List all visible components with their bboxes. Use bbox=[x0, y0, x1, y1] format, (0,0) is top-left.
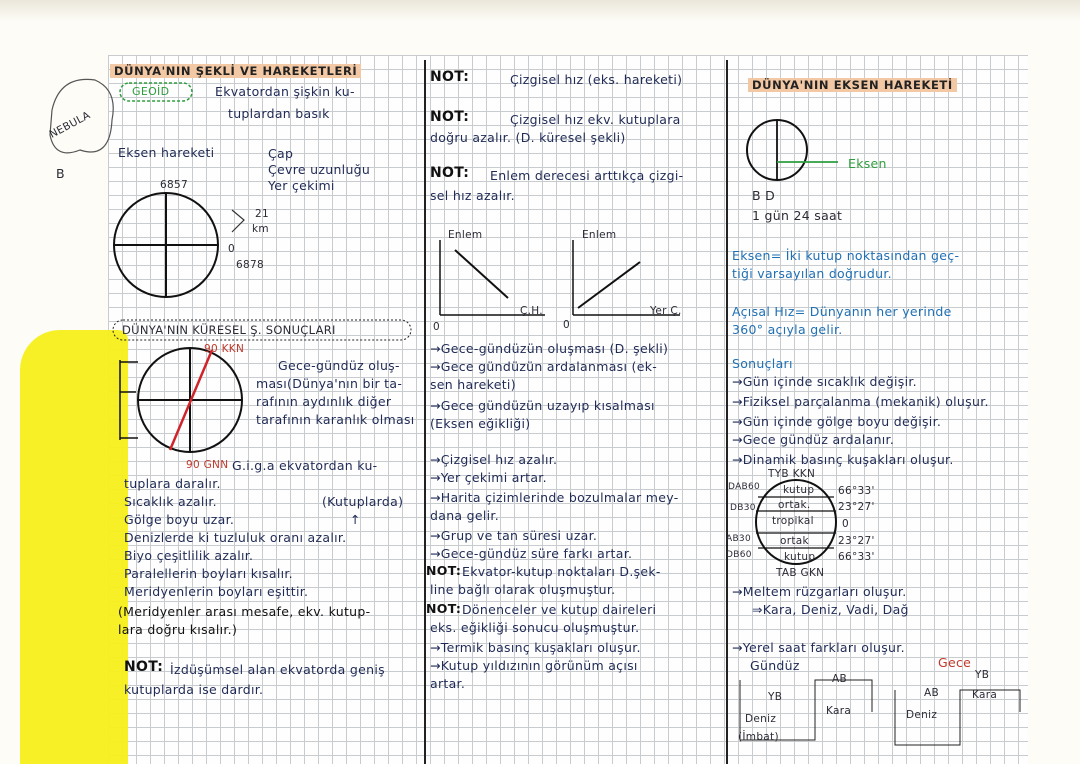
note-3b: sel hız azalır. bbox=[430, 188, 515, 203]
gece-line-1: Gece-gündüz oluş- bbox=[278, 358, 400, 373]
saat-line: →Yerel saat farkları oluşur. bbox=[732, 640, 905, 655]
zero-label: 0 bbox=[228, 243, 235, 255]
eksen-label: Eksen hareketi bbox=[118, 145, 215, 160]
geoid-desc-2: tuplardan basık bbox=[228, 106, 330, 121]
line-b5: →Grup ve tan süresi uzar. bbox=[430, 528, 598, 543]
kara-1: Kara bbox=[826, 705, 852, 717]
note-1: Çizgisel hız (eks. hareketi) bbox=[510, 72, 683, 87]
yb-2: YB bbox=[975, 669, 990, 681]
origin-2: 0 bbox=[563, 319, 570, 331]
lat-bottom: 90 GNN bbox=[186, 459, 229, 471]
item-5: Paralellerin boyları kısalır. bbox=[124, 566, 293, 581]
left-lbl-1: DAB60 bbox=[728, 482, 761, 492]
geoid-desc-1: Ekvatordan şişkin ku- bbox=[215, 84, 355, 99]
line-b2: →Yer çekimi artar. bbox=[430, 470, 547, 485]
zone-2: ortak. bbox=[778, 499, 811, 511]
not-label-3: NOT: bbox=[430, 165, 470, 181]
line-c3: artar. bbox=[430, 676, 466, 691]
gunduz-label: Gündüz bbox=[750, 658, 800, 673]
sonuc-4: →Gece gündüz ardalanır. bbox=[732, 432, 895, 447]
deg-1: 66°33' bbox=[838, 485, 875, 497]
arrow-up: ↑ bbox=[350, 512, 361, 527]
sonuc-3: →Gün içinde gölge boyu değişir. bbox=[732, 414, 942, 429]
deg-2: 23°27' bbox=[838, 501, 875, 513]
line-a4: →Gece gündüzün uzayıp kısalması bbox=[430, 398, 655, 413]
kara-2: Kara bbox=[972, 689, 998, 701]
line-c2: →Kutup yıldızının görünüm açısı bbox=[430, 658, 638, 673]
gece-label: Gece bbox=[938, 655, 972, 670]
left-lbl-4: DB60 bbox=[726, 550, 752, 560]
note-2b: doğru azalır. (D. küresel şekli) bbox=[430, 130, 626, 145]
tup-line: tuplara daralır. bbox=[124, 476, 221, 491]
hiz-def-2: 360° açıyla gelir. bbox=[732, 322, 843, 337]
meltem-2: ⇒Kara, Deniz, Vadi, Dağ bbox=[752, 602, 909, 617]
yb-1: YB bbox=[768, 691, 783, 703]
line-a3: sen hareketi) bbox=[430, 377, 516, 392]
axis-y-1: Enlem bbox=[448, 229, 483, 241]
gece-line-4: tarafının karanlık olması bbox=[256, 412, 415, 427]
note-5a: Dönenceler ve kutup daireleri bbox=[462, 602, 657, 617]
zone-5: kutup bbox=[784, 551, 816, 563]
gig-line: G.i.g.a ekvatordan ku- bbox=[232, 458, 378, 473]
line-b1: →Çizgisel hız azalır. bbox=[430, 452, 558, 467]
sonuc-1: →Gün içinde sıcaklık değişir. bbox=[732, 374, 917, 389]
deniz-2: Deniz bbox=[906, 709, 938, 721]
axis-x-2: Yer Ç. bbox=[650, 305, 682, 317]
sonuc-5: →Dinamik basınç kuşakları oluşur. bbox=[732, 452, 954, 467]
nebula-label: NEBULA bbox=[47, 109, 93, 141]
ab-1: AB bbox=[832, 673, 847, 685]
not-label-1: NOT: bbox=[430, 69, 470, 85]
line-b4: dana gelir. bbox=[430, 508, 499, 523]
deniz-1: Deniz bbox=[745, 713, 777, 725]
axis-x-1: Ç.H. bbox=[520, 305, 543, 317]
cap-label: Çap bbox=[268, 146, 294, 161]
line-a1: →Gece-gündüzün oluşması (D. şekli) bbox=[430, 341, 669, 356]
gece-line-3: rafının aydınlık diğer bbox=[256, 394, 392, 409]
left-lbl-2: DB30 bbox=[730, 503, 756, 513]
left-lbl-3: AB30 bbox=[726, 534, 751, 544]
deg-5: 66°33' bbox=[838, 551, 875, 563]
item-6: Meridyenlerin boyları eşittir. bbox=[124, 584, 309, 599]
note-2a: Çizgisel hız ekv. kutuplara bbox=[510, 112, 681, 127]
imbat-label: (İmbat) bbox=[738, 731, 779, 743]
kutup-note: (Kutuplarda) bbox=[322, 494, 404, 509]
zone-3: tropikal bbox=[772, 515, 814, 527]
km-label: km bbox=[252, 223, 269, 235]
gun-label: 1 gün 24 saat bbox=[752, 208, 843, 223]
yer-label: Yer çekimi bbox=[268, 178, 335, 193]
gece-line-2: ması(Dünya'nın bir ta- bbox=[256, 376, 403, 391]
line-b6: →Gece-gündüz süre farkı artar. bbox=[430, 546, 633, 561]
line-a2: →Gece gündüzün ardalanması (ek- bbox=[430, 359, 658, 374]
line-b3: →Harita çizimlerinde bozulmalar mey- bbox=[430, 490, 679, 505]
lat-top: 90 KKN bbox=[204, 343, 245, 355]
sonuc-label: Sonuçları bbox=[732, 356, 793, 371]
line-c1: →Termik basınç kuşakları oluşur. bbox=[430, 640, 641, 655]
note-3a: Enlem derecesi arttıkça çizgi- bbox=[490, 168, 684, 183]
item-4: Biyo çeşitlilik azalır. bbox=[124, 548, 254, 563]
section-title-shape-motion: DÜNYA'NIN ŞEKLİ VE HAREKETLERİ bbox=[110, 64, 361, 78]
section-title-results: DÜNYA'NIN KÜRESEL Ş. SONUÇLARI bbox=[122, 323, 336, 337]
merid-line-2: lara doğru kısalır.) bbox=[118, 622, 238, 637]
val-6878: 6878 bbox=[236, 259, 264, 271]
deg-4: 23°27' bbox=[838, 535, 875, 547]
zone-4: ortak bbox=[780, 535, 809, 547]
not-col1-2: kutuplarda ise dardır. bbox=[124, 682, 264, 697]
merid-line-1: (Meridyenler arası mesafe, ekv. kutup- bbox=[118, 604, 371, 619]
geoid-label: GEOİD bbox=[132, 85, 170, 98]
zone-1: kutup bbox=[783, 484, 815, 496]
note-5b: eks. eğikliği sonucu oluşmuştur. bbox=[430, 620, 640, 635]
ab-2: AB bbox=[924, 687, 939, 699]
eksen-def-2: tiği varsayılan doğrudur. bbox=[732, 266, 892, 281]
tyb-label: TYB KKN bbox=[768, 468, 816, 480]
origin-1: 0 bbox=[433, 321, 440, 333]
cevre-label: Çevre uzunluğu bbox=[268, 162, 371, 177]
note-4b: line bağlı olarak oluşmuştur. bbox=[430, 582, 616, 597]
deg-3: 0 bbox=[842, 518, 849, 530]
axis-y-2: Enlem bbox=[582, 229, 617, 241]
meltem-1: →Meltem rüzgarları oluşur. bbox=[732, 584, 907, 599]
hiz-def-1: Açısal Hız= Dünyanın her yerinde bbox=[732, 304, 952, 319]
val-6857: 6857 bbox=[160, 179, 188, 191]
b-label: B bbox=[56, 166, 65, 181]
note-4a: Ekvator-kutup noktaları D.şek- bbox=[462, 564, 661, 579]
item-2: Gölge boyu uzar. bbox=[124, 512, 235, 527]
tab-label: TAB GKN bbox=[776, 567, 825, 579]
line-a5: (Eksen eğikliği) bbox=[430, 416, 531, 431]
diff-21: 21 bbox=[255, 208, 269, 220]
bd-label: B D bbox=[752, 188, 776, 203]
eksen-def-1: Eksen= İki kutup noktasından geç- bbox=[732, 248, 960, 263]
section-title-axis: DÜNYA'NIN EKSEN HAREKETİ bbox=[748, 78, 957, 92]
sonuc-2: →Fiziksel parçalanma (mekanik) oluşur. bbox=[732, 394, 989, 409]
not-label-col1: NOT: bbox=[124, 659, 164, 675]
eksen-arrow-label: Eksen bbox=[848, 156, 887, 171]
not-label-4: NOT: bbox=[426, 563, 462, 578]
not-col1-1: İzdüşümsel alan ekvatorda geniş bbox=[170, 662, 385, 677]
item-1: Sıcaklık azalır. bbox=[124, 494, 217, 509]
not-label-2: NOT: bbox=[430, 109, 470, 125]
item-3: Denizlerde ki tuzluluk oranı azalır. bbox=[124, 530, 347, 545]
not-label-5: NOT: bbox=[426, 601, 462, 616]
